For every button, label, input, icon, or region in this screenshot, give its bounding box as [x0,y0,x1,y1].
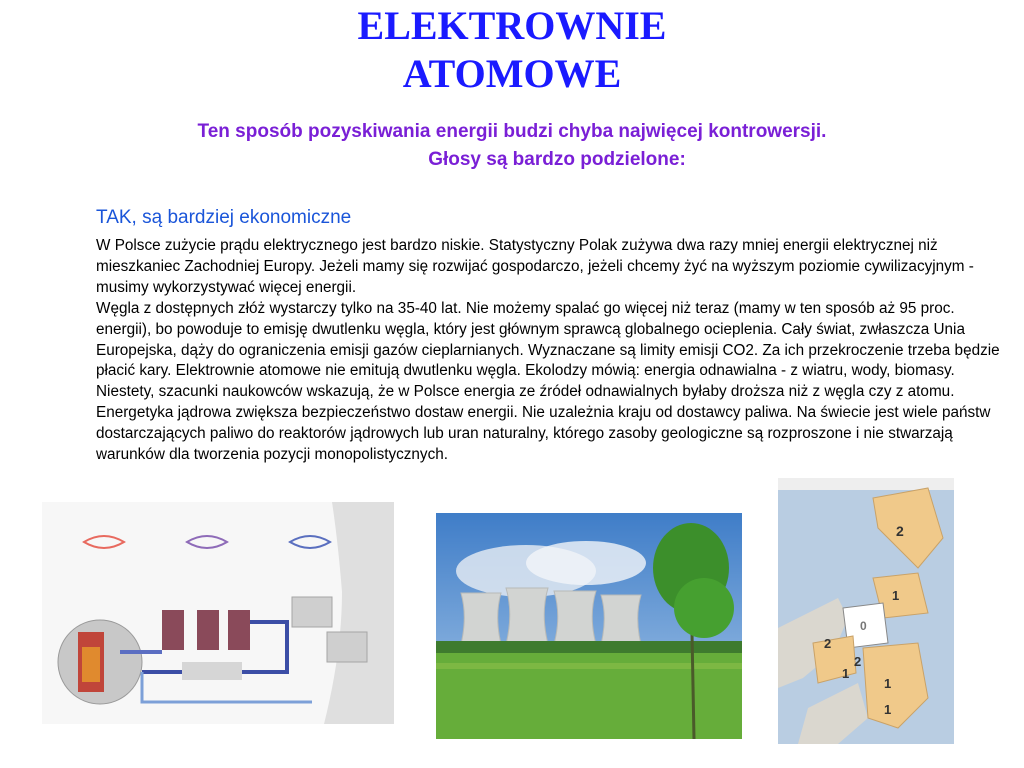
section-heading: TAK, są bardziej ekonomiczne [96,207,352,228]
slide-subtitle [0,118,1024,174]
map-number: 1 [884,676,892,691]
map-number: 2 [854,654,862,669]
title-line-1: ELEKTROWNIE [357,3,667,48]
subtitle-line-2: Głosy są bardzo podzielone: [428,149,686,170]
map-number: 1 [842,666,850,681]
title-line-2: ATOMOWE [402,51,622,96]
map-number: 0 [860,619,867,633]
map-number: 1 [884,702,892,717]
europe-map-image [778,478,954,744]
map-number: 2 [824,636,832,651]
subtitle-line-1: Ten sposób pozyskiwania energii budzi chyba najwięcej kontrowersji. [197,121,827,142]
map-number: 2 [896,523,904,539]
map-number: 1 [892,588,900,603]
cooling-towers-photo [436,513,742,739]
slide-title [0,2,1024,98]
reactor-diagram-image [42,502,394,724]
paragraph-1: W Polsce zużycie prądu elektrycznego jest bardzo niskie. Statystyczny Polak zużywa dwa razy mniej energii elektrycznej niż mieszkaniec Zachodniej Europy. Jeżeli mamy się rozwijać gospodarczo, jeżeli chcemy żyć na wyższym poziomie cywilizacyjnym - musimy wykorzystywać więcej energii. [96,237,974,296]
paragraph-2: Węgla z dostępnych złóż wystarczy tylko na 35-40 lat. Nie możemy spalać go więcej niż teraz (mamy w ten sposób aż 95 proc. energii), bo powoduje to emisję dwutlenku węgla, który jest głównym sprawcą globalnego ocieplenia. Cały świat, zwłaszcza Unia Europejska, dąży do ograniczenia emisji gazów cieplarnianych. Wyznaczane są limity emisji CO2. Za ich przekroczenie trzeba będzie płacić kary. Elektrownie atomowe nie emitują dwutlenku węgla. Ekolodzy mówią: energia odnawialna - z wiatru, wody, biomasy. Niestety, szacunki naukowców wskazują, że w Polsce energia ze źródeł odnawialnych byłaby droższa niż z węgla czy z atomu. Energetyka jądrowa zwiększa bezpieczeństwo dostaw energii. Nie uzależnia kraju od dostawcy paliwa. Na świecie jest wiele państw dostarczających paliwo do reaktorów jądrowych lub uran naturalny, którego zasoby geologiczne są rozproszone i nie stwarzają warunków dla tworzenia pozycji monopolistycznych. [96,299,1000,464]
body-text [96,236,1006,466]
